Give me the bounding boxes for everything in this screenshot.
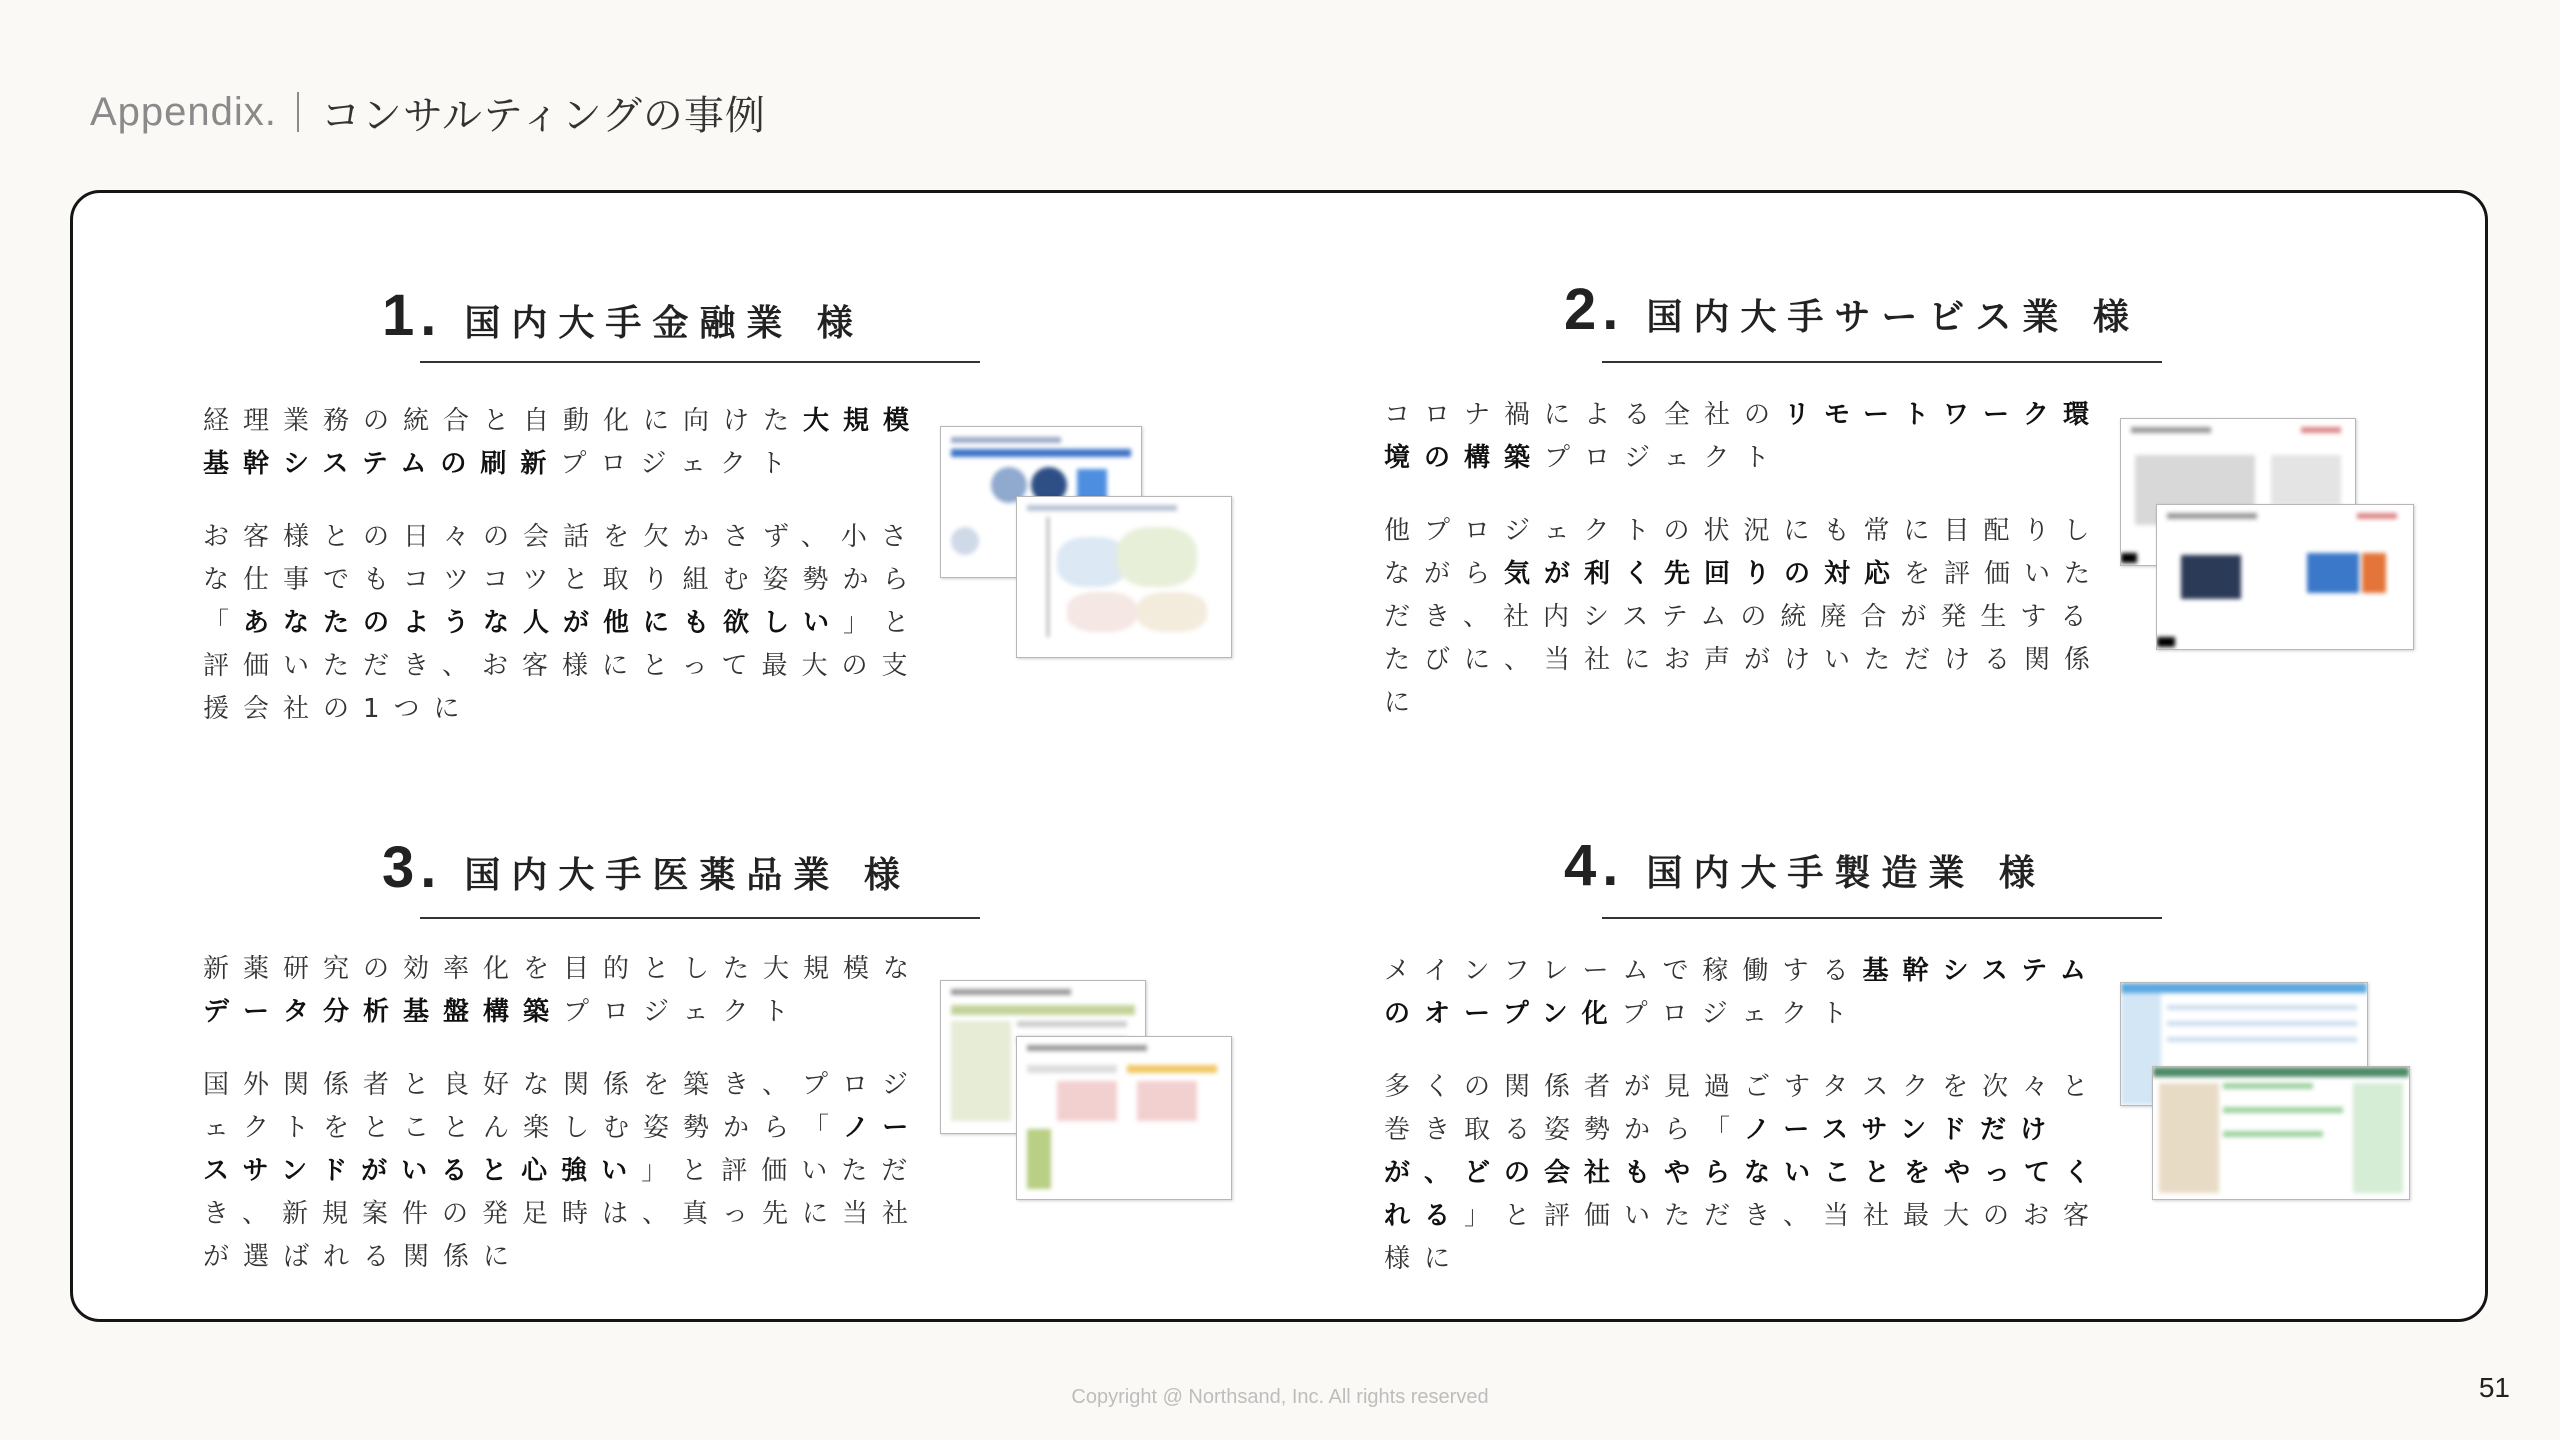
case-number: 1.: [382, 283, 443, 348]
text-segment: 他プロジェクトの状況にも常に目配りしながら: [1384, 516, 2104, 589]
case-1-title: [382, 282, 864, 349]
case-client-name: 国内大手サービス業 様: [1646, 297, 2140, 338]
highlighted-text: 基幹システムのオープン化: [1384, 956, 2100, 1029]
highlighted-text: ノースサンドがいると心強い: [203, 1113, 923, 1186]
case-2-screenshot-front: [2156, 504, 2414, 650]
highlighted-text: あなたのような人が他にも欲しい: [243, 608, 844, 638]
case-3-screenshot-front: [1016, 1036, 1232, 1200]
highlighted-text: 大規模基幹システムの刷新: [203, 406, 924, 479]
highlighted-text: リモートワーク環境の構築: [1384, 400, 2103, 473]
highlighted-text: ノースサンドだけが、どの会社もやらないことをやってくれる: [1384, 1115, 2105, 1231]
client-evaluation: [1384, 1066, 2124, 1281]
text-segment: プロジェクト: [560, 449, 800, 479]
text-segment: プロジェクト: [563, 997, 803, 1027]
case-1-description: [203, 400, 943, 731]
text-segment: 」と評価いただき、当社最大のお客様に: [1384, 1201, 2103, 1274]
client-evaluation: [203, 516, 943, 731]
case-1-screenshot-front: [1016, 496, 1232, 658]
case-4-underline: [1602, 917, 2162, 919]
case-client-name: 国内大手製造業 様: [1646, 853, 2046, 894]
case-number: 4.: [1564, 833, 1625, 898]
case-client-name: 国内大手金融業 様: [464, 303, 864, 344]
case-4-screenshot-front: [2152, 1066, 2410, 1200]
case-2-description: [1384, 394, 2124, 725]
project-summary: [203, 948, 943, 1034]
text-segment: 国外関係者と良好な関係を築き、プロジェクトをとことん楽しむ姿勢から「: [203, 1070, 922, 1143]
slide-title: コンサルティングの事例: [320, 92, 766, 139]
text-segment: を評価いただき、社内システムの統廃合が発生するたびに、当社にお声がけいただける関係に: [1384, 559, 2105, 718]
text-segment: 」と評価いただき、新規案件の発足時は、真っ先に当社が選ばれる関係に: [203, 1156, 922, 1272]
case-2-underline: [1602, 361, 2162, 363]
case-3-underline: [420, 917, 980, 919]
text-segment: プロジェクト: [1621, 999, 1862, 1029]
text-segment: プロジェクト: [1544, 443, 1784, 473]
highlighted-text: 気が利く先回りの対応: [1504, 559, 1905, 589]
text-segment: 新薬研究の効率化を目的とした大規模な: [203, 954, 924, 984]
case-client-name: 国内大手医薬品業 様: [464, 855, 911, 896]
text-segment: 」と評価いただき、お客様にとって最大の支援会社の1つに: [203, 608, 924, 724]
slide-header: [90, 82, 766, 142]
header-divider: [297, 92, 299, 132]
text-segment: 経理業務の統合と自動化に向けた: [203, 406, 804, 436]
case-4-title: [1564, 832, 2046, 899]
client-evaluation: [1384, 510, 2124, 725]
text-segment: 多くの関係者が見過ごすタスクを次々と巻き取る姿勢から「: [1384, 1072, 2103, 1145]
highlighted-text: データ分析基盤構築: [203, 997, 564, 1027]
case-2-title: [1564, 276, 2140, 343]
project-summary: [1384, 394, 2124, 480]
text-segment: お客様との日々の会話を欠かさず、小さな仕事でもコツコツと取り組む姿勢から「: [203, 522, 923, 638]
text-segment: コロナ禍による全社の: [1384, 400, 1785, 430]
case-1-underline: [420, 361, 980, 363]
project-summary: [203, 400, 943, 486]
project-summary: [1384, 950, 2124, 1036]
text-segment: メインフレームで稼働する: [1384, 956, 1863, 986]
case-4-description: [1384, 950, 2124, 1281]
case-number: 2.: [1564, 277, 1625, 342]
appendix-label: Appendix.: [90, 89, 277, 134]
case-number: 3.: [382, 835, 443, 900]
case-3-title: [382, 834, 911, 901]
client-evaluation: [203, 1064, 943, 1279]
page-number: 51: [2478, 1372, 2510, 1403]
copyright-footer: Copyright @ Northsand, Inc. All rights reserved: [1071, 1386, 1489, 1408]
case-3-description: [203, 948, 943, 1279]
